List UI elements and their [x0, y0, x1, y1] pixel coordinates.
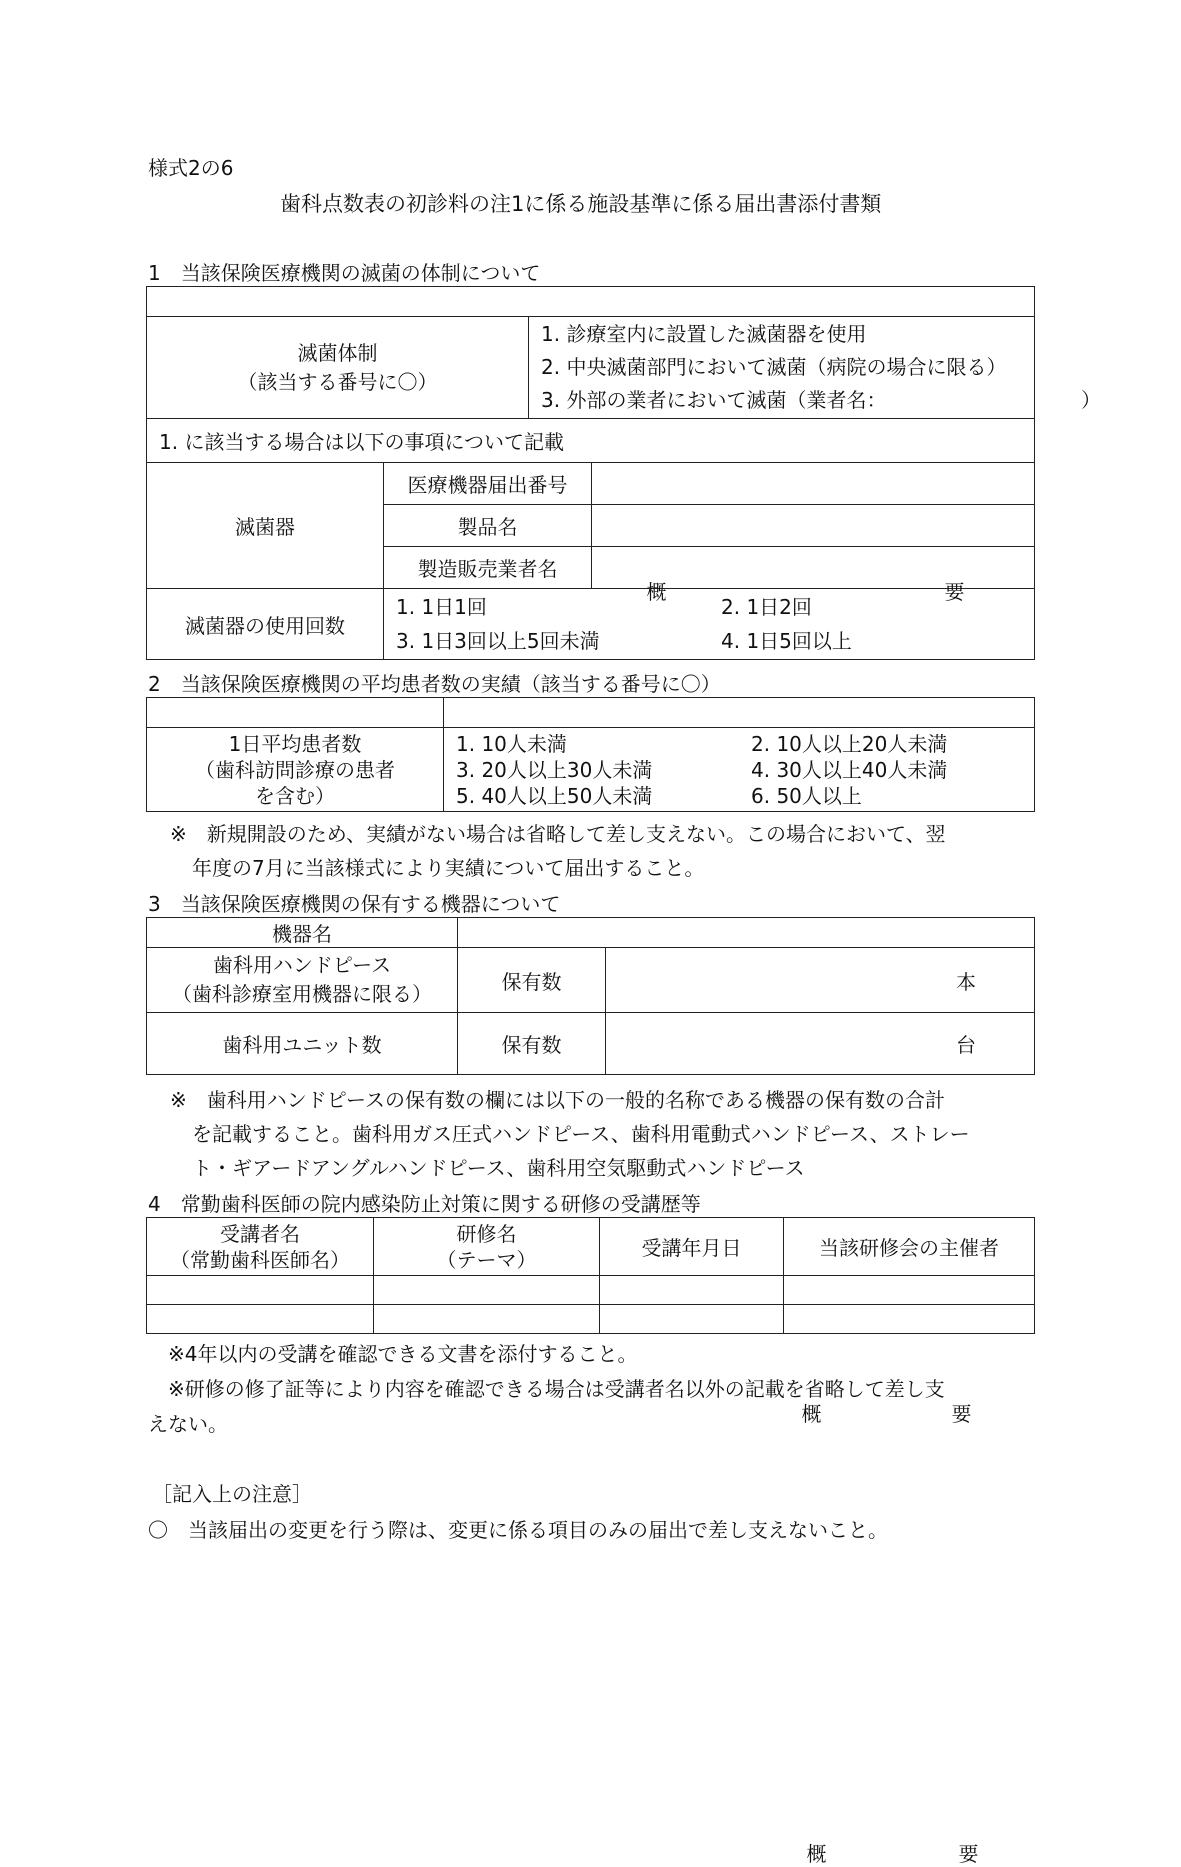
- sterilizer-label: 滅菌器: [147, 463, 384, 589]
- patient-option-4[interactable]: 4. 30人以上40人未満: [751, 757, 948, 782]
- section-3-note-line2: を記載すること。歯科用ガス圧式ハンドピース、歯科用電動式ハンドピース、ストレー: [192, 1122, 970, 1146]
- handpiece-hold-label: 保有数: [458, 948, 606, 1013]
- handpiece-count-field[interactable]: [606, 948, 1035, 1013]
- section-1-heading: 1 当該保険医療機関の滅菌の体制について: [148, 261, 541, 285]
- patient-option-5[interactable]: 5. 40人以上50人未満: [456, 783, 653, 808]
- gaiyo3-char-1: 概: [806, 1841, 827, 1866]
- notes-heading: ［記入上の注意］: [152, 1482, 312, 1506]
- training-cell[interactable]: [374, 1305, 600, 1334]
- table-row: [147, 1276, 1035, 1305]
- trainee-header-1: 受講者名: [220, 1221, 300, 1246]
- patient-option-3[interactable]: 3. 20人以上30人未満: [456, 757, 653, 782]
- gaiyo2-char-2: 要: [951, 1401, 972, 1426]
- option-3[interactable]: [541, 384, 1101, 417]
- training-header-2: （テーマ）: [436, 1247, 537, 1272]
- section-3-note-line3: ト・ギアードアングルハンドピース、歯科用空気駆動式ハンドピース: [192, 1156, 805, 1180]
- avg-patient-label-2: （歯科訪問診療の患者: [195, 757, 395, 782]
- training-header-1: 研修名: [456, 1221, 517, 1246]
- trainee-cell[interactable]: [147, 1305, 374, 1334]
- avg-patient-label: [147, 728, 444, 812]
- avg-patient-label-3: を含む）: [255, 783, 335, 808]
- section-4-note-3: えない。: [148, 1412, 228, 1436]
- organizer-cell[interactable]: [784, 1276, 1035, 1305]
- patient-option-1[interactable]: 1. 10人未満: [456, 731, 567, 756]
- trainee-cell[interactable]: [147, 1276, 374, 1305]
- training-date-header: 受講年月日: [600, 1218, 784, 1276]
- option-2[interactable]: 2. 中央滅菌部門において滅菌（病院の場合に限る）: [541, 355, 1007, 379]
- training-table: [146, 1217, 1035, 1334]
- handpiece-unit: 本: [956, 969, 976, 994]
- registration-number-field[interactable]: [592, 463, 1035, 505]
- product-name-label: 製品名: [384, 505, 592, 547]
- patient-option-2[interactable]: 2. 10人以上20人未満: [751, 731, 948, 756]
- patient-option-6[interactable]: 6. 50人以上: [751, 783, 862, 808]
- handpiece-label: [147, 948, 458, 1013]
- date-cell[interactable]: [600, 1276, 784, 1305]
- unit-count-field[interactable]: [606, 1013, 1035, 1075]
- sterilization-table: [146, 286, 1101, 660]
- organizer-cell[interactable]: [784, 1305, 1035, 1334]
- date-cell[interactable]: [600, 1305, 784, 1334]
- system-label-line1: 滅菌体制: [297, 340, 378, 365]
- section-4-note-2: ※研修の修了証等により内容を確認できる場合は受講者名以外の記載を省略して差し支: [168, 1377, 945, 1401]
- usage-count-options: [384, 589, 1035, 660]
- registration-number-label: 医療機器届出番号: [384, 463, 592, 505]
- option-3-text: 3. 外部の業者において滅菌（業者名：: [541, 388, 887, 412]
- avg-patient-label-1: 1日平均患者数: [228, 731, 362, 756]
- usage-option-3[interactable]: 3. 1日3回以上5回未満: [396, 629, 600, 653]
- trainee-header-2: （常勤歯科医師名）: [170, 1247, 350, 1272]
- product-name-field[interactable]: [592, 505, 1035, 547]
- document-title: 歯科点数表の初診料の注1に係る施設基準に係る届出書添付書類: [280, 192, 882, 216]
- usage-count-label: 滅菌器の使用回数: [147, 589, 384, 660]
- equipment-name-header: 機器名: [147, 918, 458, 948]
- manufacturer-label: 製造販売業者名: [384, 547, 592, 589]
- handpiece-label-1: 歯科用ハンドピース: [212, 953, 392, 977]
- table-row: [147, 1305, 1035, 1334]
- training-name-header: [374, 1218, 600, 1276]
- training-cell[interactable]: [374, 1276, 600, 1305]
- organizer-header: 当該研修会の主催者: [784, 1218, 1035, 1276]
- section-2-note-line2: 年度の7月に当該様式により実績について届出すること。: [192, 856, 705, 880]
- option-1[interactable]: 1. 診療室内に設置した滅菌器を使用: [541, 322, 867, 346]
- trainee-name-header: [147, 1218, 374, 1276]
- section-3-note-line1: ※ 歯科用ハンドピースの保有数の欄には以下の一般的名称である機器の保有数の合計: [170, 1088, 945, 1112]
- option-3-close: ）: [1081, 388, 1101, 412]
- section-3-heading: 3 当該保険医療機関の保有する機器について: [148, 892, 561, 916]
- system-label-line2: （該当する番号に〇）: [237, 369, 438, 394]
- patient-header-blank: [147, 698, 444, 728]
- usage-option-4[interactable]: 4. 1日5回以上: [721, 629, 852, 653]
- gaiyo2-char-1: 概: [801, 1401, 822, 1426]
- unit-hold-label: 保有数: [458, 1013, 606, 1075]
- section-2-heading: 2 当該保険医療機関の平均患者数の実績（該当する番号に〇）: [148, 672, 721, 696]
- section-4-note-1: ※4年以内の受講を確認できる文書を添付すること。: [168, 1342, 638, 1366]
- gaiyo3-char-2: 要: [958, 1841, 979, 1866]
- option-1-note: 1. に該当する場合は以下の事項について記載: [147, 419, 1035, 463]
- handpiece-label-2: （歯科診療室用機器に限る）: [172, 982, 432, 1006]
- unit-unit: 台: [956, 1033, 976, 1057]
- section-4-heading: 4 常勤歯科医師の院内感染防止対策に関する研修の受講歴等: [148, 1192, 701, 1216]
- notes-item: 〇 当該届出の変更を行う際は、変更に係る項目のみの届出で差し支えないこと。: [148, 1518, 888, 1542]
- sterilization-options: [529, 317, 1101, 419]
- form-number: 様式2の6: [148, 156, 234, 180]
- avg-patient-options: [444, 728, 1035, 812]
- section-2-note-line1: ※ 新規開設のため、実績がない場合は省略して差し支えない。この場合において、翌: [170, 822, 946, 846]
- gaiyo-char-2: 要: [944, 579, 965, 604]
- usage-option-2[interactable]: 2. 1日2回: [721, 595, 812, 619]
- usage-option-1[interactable]: 1. 1日1回: [396, 595, 487, 619]
- gaiyo-char-1: 概: [646, 579, 667, 604]
- unit-count-label: 歯科用ユニット数: [147, 1013, 458, 1075]
- sterilization-system-label: [147, 317, 529, 419]
